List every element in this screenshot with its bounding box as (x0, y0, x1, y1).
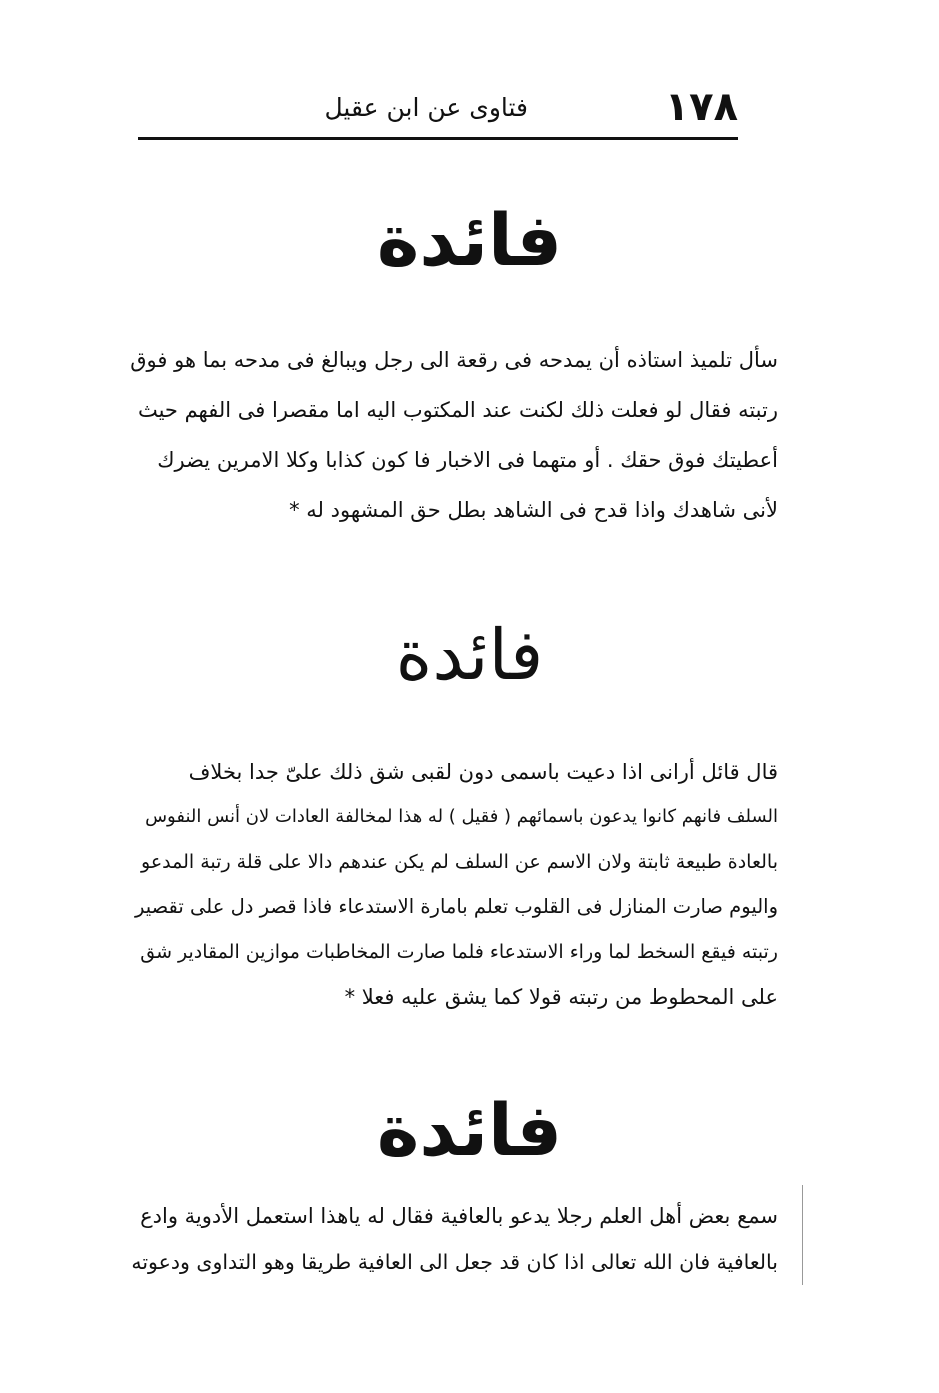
running-title: فتاوى عن ابن عقيل (324, 93, 528, 122)
section-heading: فائدة (376, 198, 563, 282)
text-line: سأل تلميذ استاذه أن يمدحه فى رقعة الى رجل ويبالغ فى مدحه بما هو فوق (130, 348, 778, 372)
page-header (138, 82, 738, 132)
text-line: قال قائل أرانى اذا دعيت باسمى دون لقبى شق ذلك علىّ جدا بخلاف (188, 760, 778, 784)
text-line: رتبته فيقع السخط لما وراء الاستدعاء فلما صارت المخاطبات موازين المقادير شق (140, 941, 778, 963)
page-number: ١٧٨ (664, 84, 738, 130)
margin-line (802, 1185, 803, 1285)
section-heading: فائدة (376, 1088, 563, 1172)
text-line: أعطيتك فوق حقك . أو متهما فى الاخبار فا كون كذابا وكلا الامرين يضرك (157, 448, 778, 472)
text-line: بالعادة طبيعة ثابتة ولان الاسم عن السلف لم يكن عندهم دالا على قلة رتبة المدعو (141, 851, 778, 873)
text-line: لأنى شاهدك واذا قدح فى الشاهد بطل حق المشهود له * (289, 498, 778, 522)
text-line: رتبته فقال لو فعلت ذلك لكنت عند المكتوب اليه اما مقصرا فى الفهم حيث (137, 398, 778, 422)
section-heading: فائدة (395, 614, 544, 696)
text-line: بالعافية فان الله تعالى اذا كان قد جعل الى العافية طريقا وهو التداوى ودعوته (131, 1250, 778, 1274)
text-line: على المحطوط من رتبته قولا كما يشق عليه فعلا * (344, 985, 778, 1009)
text-line: سمع بعض أهل العلم رجلا يدعو بالعافية فقال له ياهذا استعمل الأدوية وادع (140, 1204, 778, 1228)
header-rule (138, 137, 738, 140)
text-line: السلف فانهم كانوا يدعون باسمائهم ( فقيل ) له هذا لمخالفة العادات لان أنس النفوس (145, 806, 778, 827)
text-line: واليوم صارت المنازل فى القلوب تعلم بامارة الاستدعاء فاذا قصر دل على تقصير (135, 895, 778, 918)
